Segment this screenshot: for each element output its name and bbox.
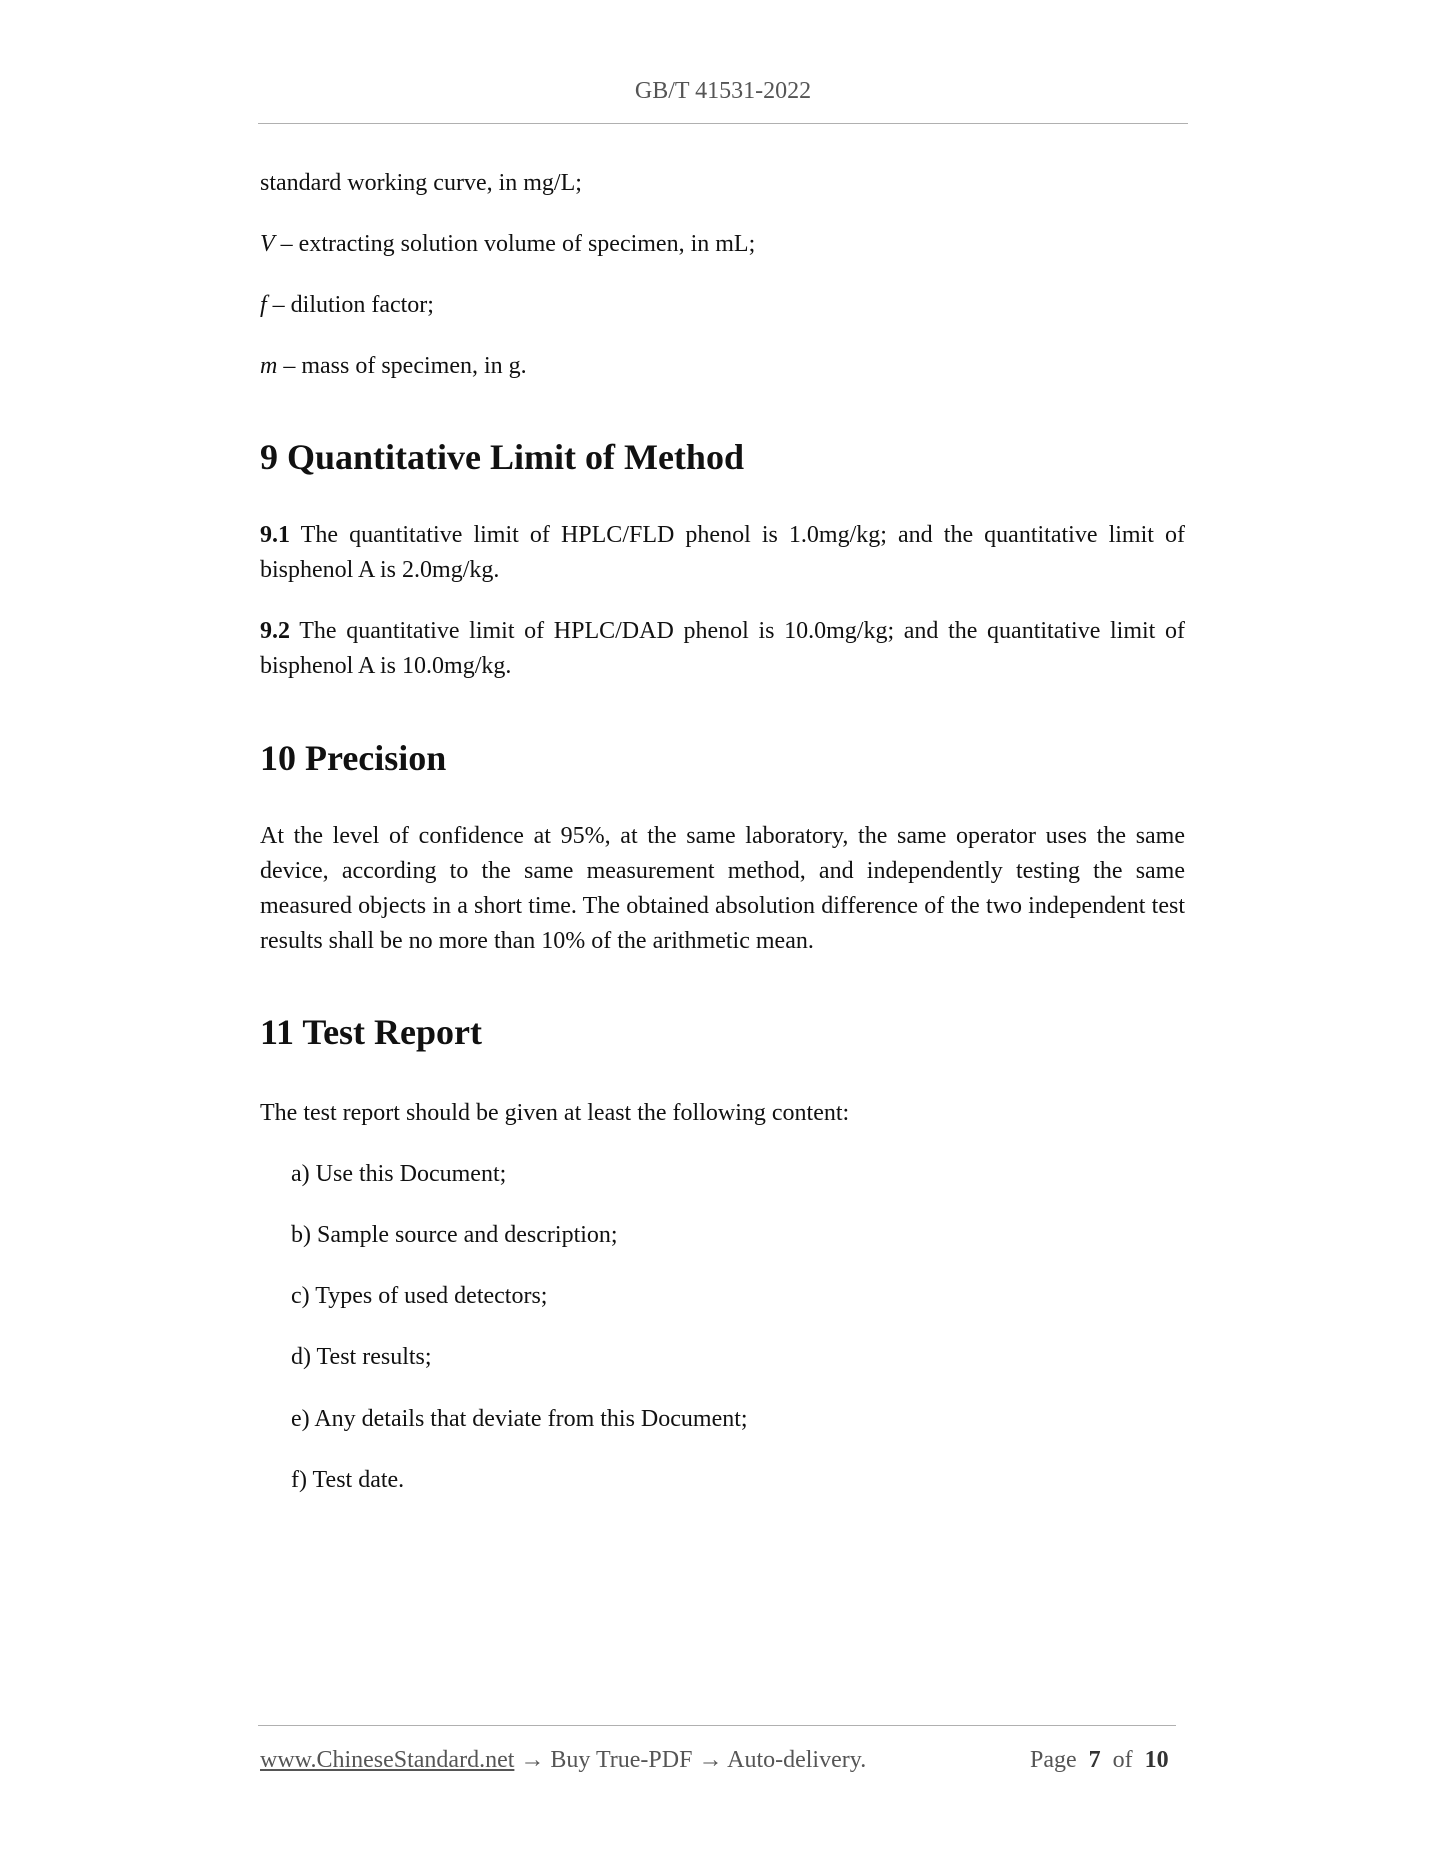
definition-symbol: V [260,231,275,257]
page-current: 7 [1088,1747,1101,1773]
clause-text: The quantitative limit of HPLC/DAD phenol is 10.0mg/kg; and the quantitative limit of bisphenol A is 10.0mg/kg. [260,618,1185,679]
page-of: of [1112,1747,1133,1773]
section-10-heading: 10 Precision [260,738,447,778]
header-divider [258,123,1188,124]
definition-symbol: m [260,353,278,379]
definition-v [260,227,755,262]
list-item: b) Sample source and description; [291,1222,618,1248]
definition-f [260,288,434,323]
list-item: d) Test results; [291,1344,432,1370]
footer-promo-text: → Buy True-PDF → Auto-delivery. [514,1747,867,1773]
clause-text: The quantitative limit of HPLC/FLD phenol is 1.0mg/kg; and the quantitative limit of bisphenol A is 2.0mg/kg. [260,522,1185,583]
page-total: 10 [1144,1747,1169,1773]
list-item: e) Any details that deviate from this Document; [291,1406,748,1432]
footer-promo [260,1745,866,1775]
definition-curve [260,166,582,201]
website-link[interactable]: www.ChineseStandard.net [260,1747,515,1773]
section-9-heading: 9 Quantitative Limit of Method [260,437,744,477]
header-standard-code: GB/T 41531-2022 [634,78,812,104]
test-report-intro: The test report should be given at least the following content: [260,1100,850,1126]
definition-m [260,349,527,384]
list-item: f) Test date. [291,1467,405,1493]
list-item: c) Types of used detectors; [291,1283,548,1309]
clause-9-1 [260,518,1185,588]
list-item: a) Use this Document; [291,1161,507,1187]
definition-text: – dilution factor; [266,292,434,318]
precision-paragraph: At the level of confidence at 95%, at the same laboratory, the same operator uses the same device, according to the same measurement method, and independently testing the same measured objects in a short time. The obtained absolution difference of the two independent test results shall be no more than 10% of the arithmetic mean. [260,823,1185,954]
page-number [1030,1745,1169,1775]
definition-text: – mass of specimen, in g. [277,353,527,379]
definition-symbol: f [260,292,267,318]
definition-text: – extracting solution volume of specimen, in mL; [274,231,756,257]
clause-number: 9.2 [260,618,290,644]
definition-text: standard working curve, in mg/L; [260,170,582,196]
footer-divider [258,1725,1176,1726]
section-11-heading: 11 Test Report [260,1012,483,1052]
clause-number: 9.1 [260,522,290,548]
clause-9-2 [260,614,1185,684]
page-label: Page [1030,1747,1077,1773]
